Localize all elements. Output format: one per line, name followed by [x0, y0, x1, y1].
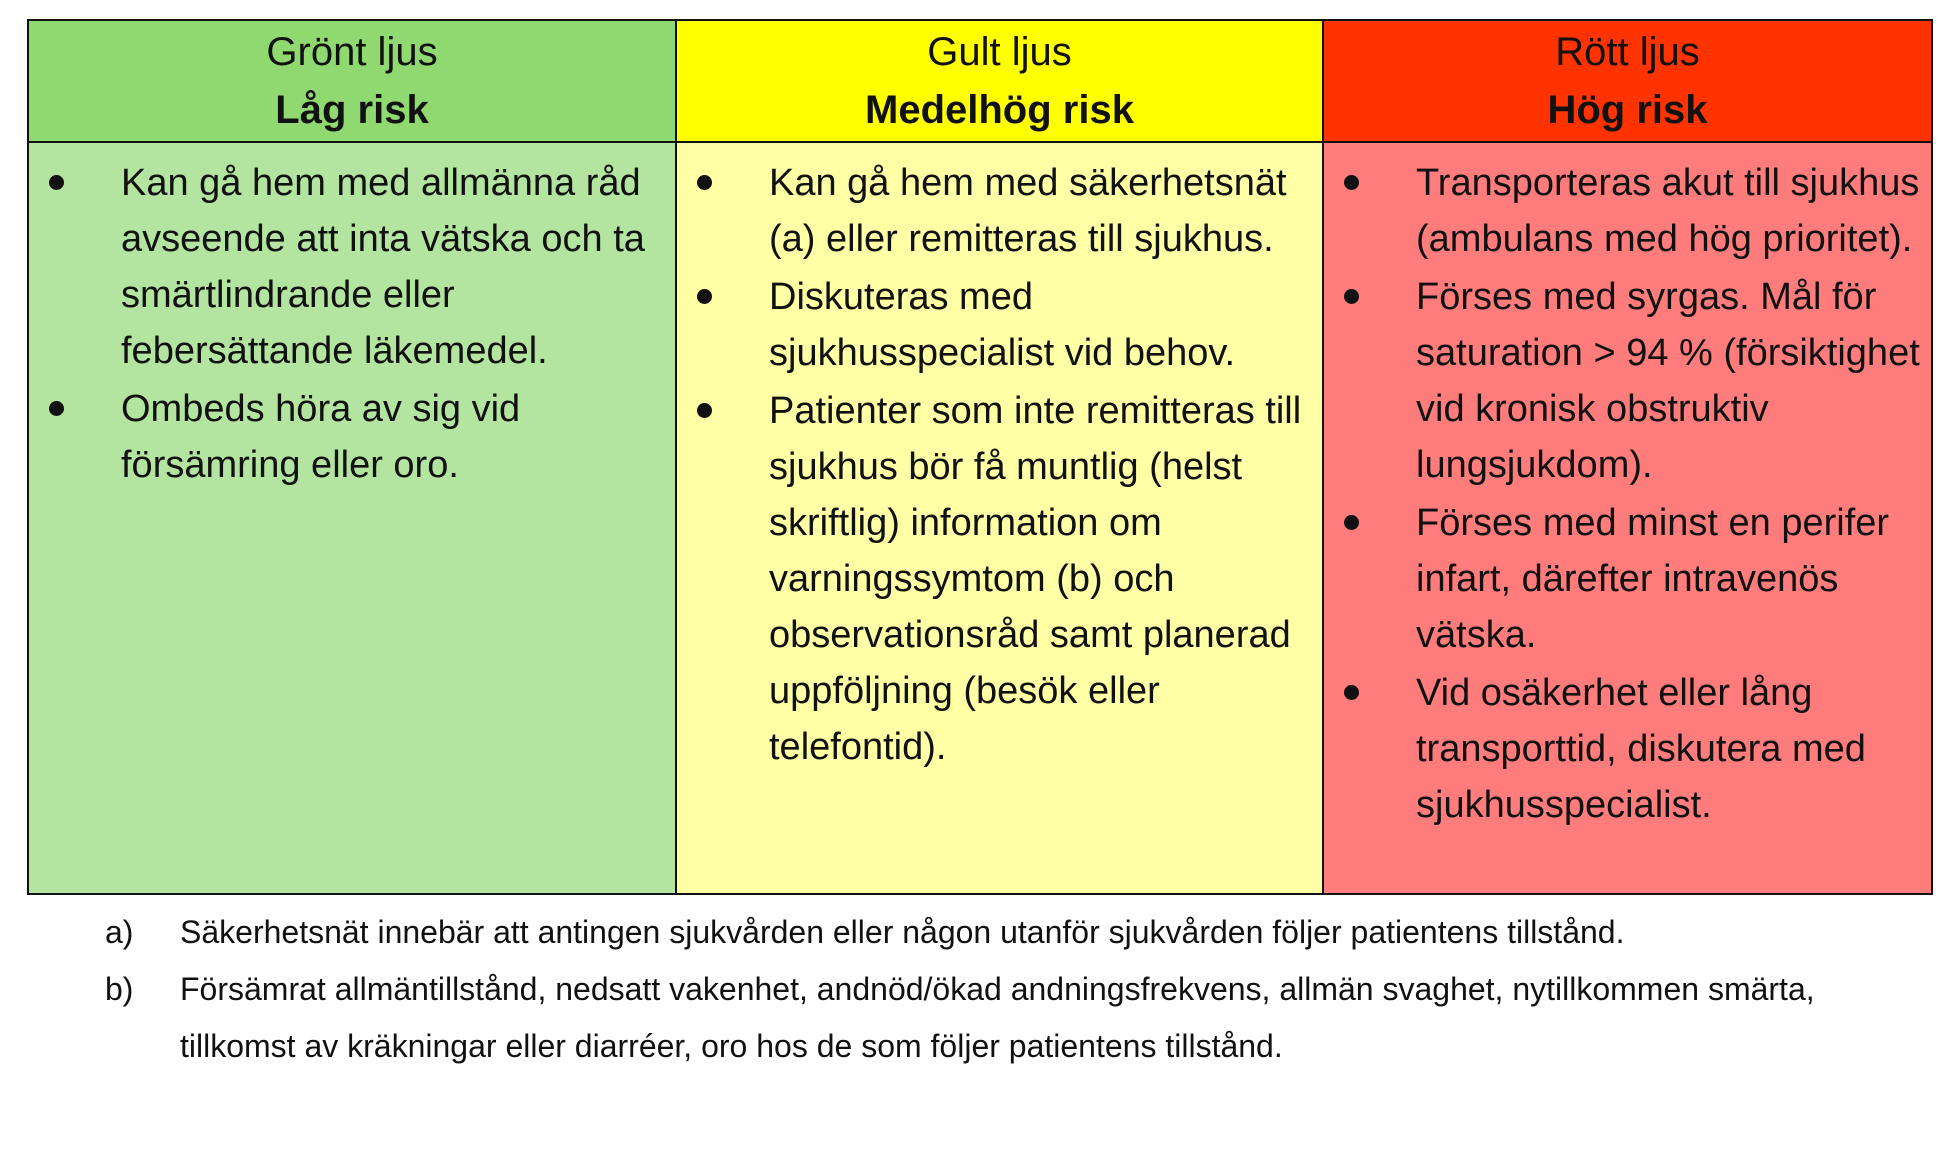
bullet-icon [1344, 175, 1359, 190]
header-title: Grönt ljus [266, 30, 438, 74]
list-item [29, 155, 675, 379]
bullet-icon [697, 403, 712, 418]
list-item-text: Förses med syrgas. Mål för saturation > 94 % (försiktighet vid kronisk obstruktiv lungsjukdom). [1416, 276, 1920, 486]
recommendation-list [1324, 143, 1931, 833]
header-title: Rött ljus [1555, 30, 1700, 74]
body-yellow [676, 142, 1323, 894]
list-item [1324, 269, 1931, 493]
list-item-text: Diskuteras med sjukhusspecialist vid behov. [769, 276, 1236, 374]
list-item-text: Vid osäkerhet eller lång transporttid, diskutera med sjukhusspecialist. [1416, 672, 1866, 826]
footnote-text: Säkerhetsnät innebär att antingen sjukvården eller någon utanför sjukvården följer patientens tillstånd. [180, 914, 1625, 950]
risk-level-table [27, 19, 1933, 895]
bullet-icon [1344, 515, 1359, 530]
list-item-text: Kan gå hem med säkerhetsnät (a) eller remitteras till sjukhus. [769, 162, 1287, 260]
list-item [29, 381, 675, 493]
list-item [677, 269, 1322, 381]
list-item [677, 155, 1322, 267]
table-header-row [28, 20, 1932, 142]
bullet-icon [49, 175, 64, 190]
footnote-b [105, 961, 1935, 1075]
list-item-text: Förses med minst en perifer infart, därefter intravenös vätska. [1416, 502, 1890, 656]
bullet-icon [697, 289, 712, 304]
list-item-text: Kan gå hem med allmänna råd avseende att inta vätska och ta smärtlindrande eller febersättande läkemedel. [121, 162, 645, 372]
footnote-marker: b) [105, 971, 134, 1007]
body-green [28, 142, 676, 894]
bullet-icon [1344, 685, 1359, 700]
header-risk-level: Låg risk [275, 88, 429, 132]
list-item [1324, 495, 1931, 663]
list-item [1324, 665, 1931, 833]
footnote-a [105, 904, 1935, 961]
footnote-text: Försämrat allmäntillstånd, nedsatt vakenhet, andnöd/ökad andningsfrekvens, allmän svaghet, nytillkommen smärta, tillkomst av kräkningar eller diarréer, oro hos de som följer patientens tillstånd. [180, 971, 1815, 1064]
list-item [677, 383, 1322, 775]
list-item-text: Ombeds höra av sig vid försämring eller oro. [121, 388, 521, 486]
footnotes [105, 904, 1935, 1075]
list-item-text: Transporteras akut till sjukhus (ambulans med hög prioritet). [1416, 162, 1920, 260]
recommendation-list [677, 143, 1322, 775]
header-risk-level: Hög risk [1547, 88, 1708, 132]
header-title: Gult ljus [927, 30, 1072, 74]
header-risk-level: Medelhög risk [865, 88, 1134, 132]
table-body-row [28, 142, 1932, 894]
bullet-icon [49, 401, 64, 416]
bullet-icon [697, 175, 712, 190]
footnote-marker: a) [105, 914, 134, 950]
header-green [28, 20, 676, 142]
header-red [1323, 20, 1932, 142]
bullet-icon [1344, 289, 1359, 304]
header-yellow [676, 20, 1323, 142]
list-item [1324, 155, 1931, 267]
recommendation-list [29, 143, 675, 493]
list-item-text: Patienter som inte remitteras till sjukhus bör få muntlig (helst skriftlig) information om varningssymtom (b) och observationsråd samt planerad uppföljning (besök eller telefontid). [769, 390, 1302, 768]
body-red [1323, 142, 1932, 894]
